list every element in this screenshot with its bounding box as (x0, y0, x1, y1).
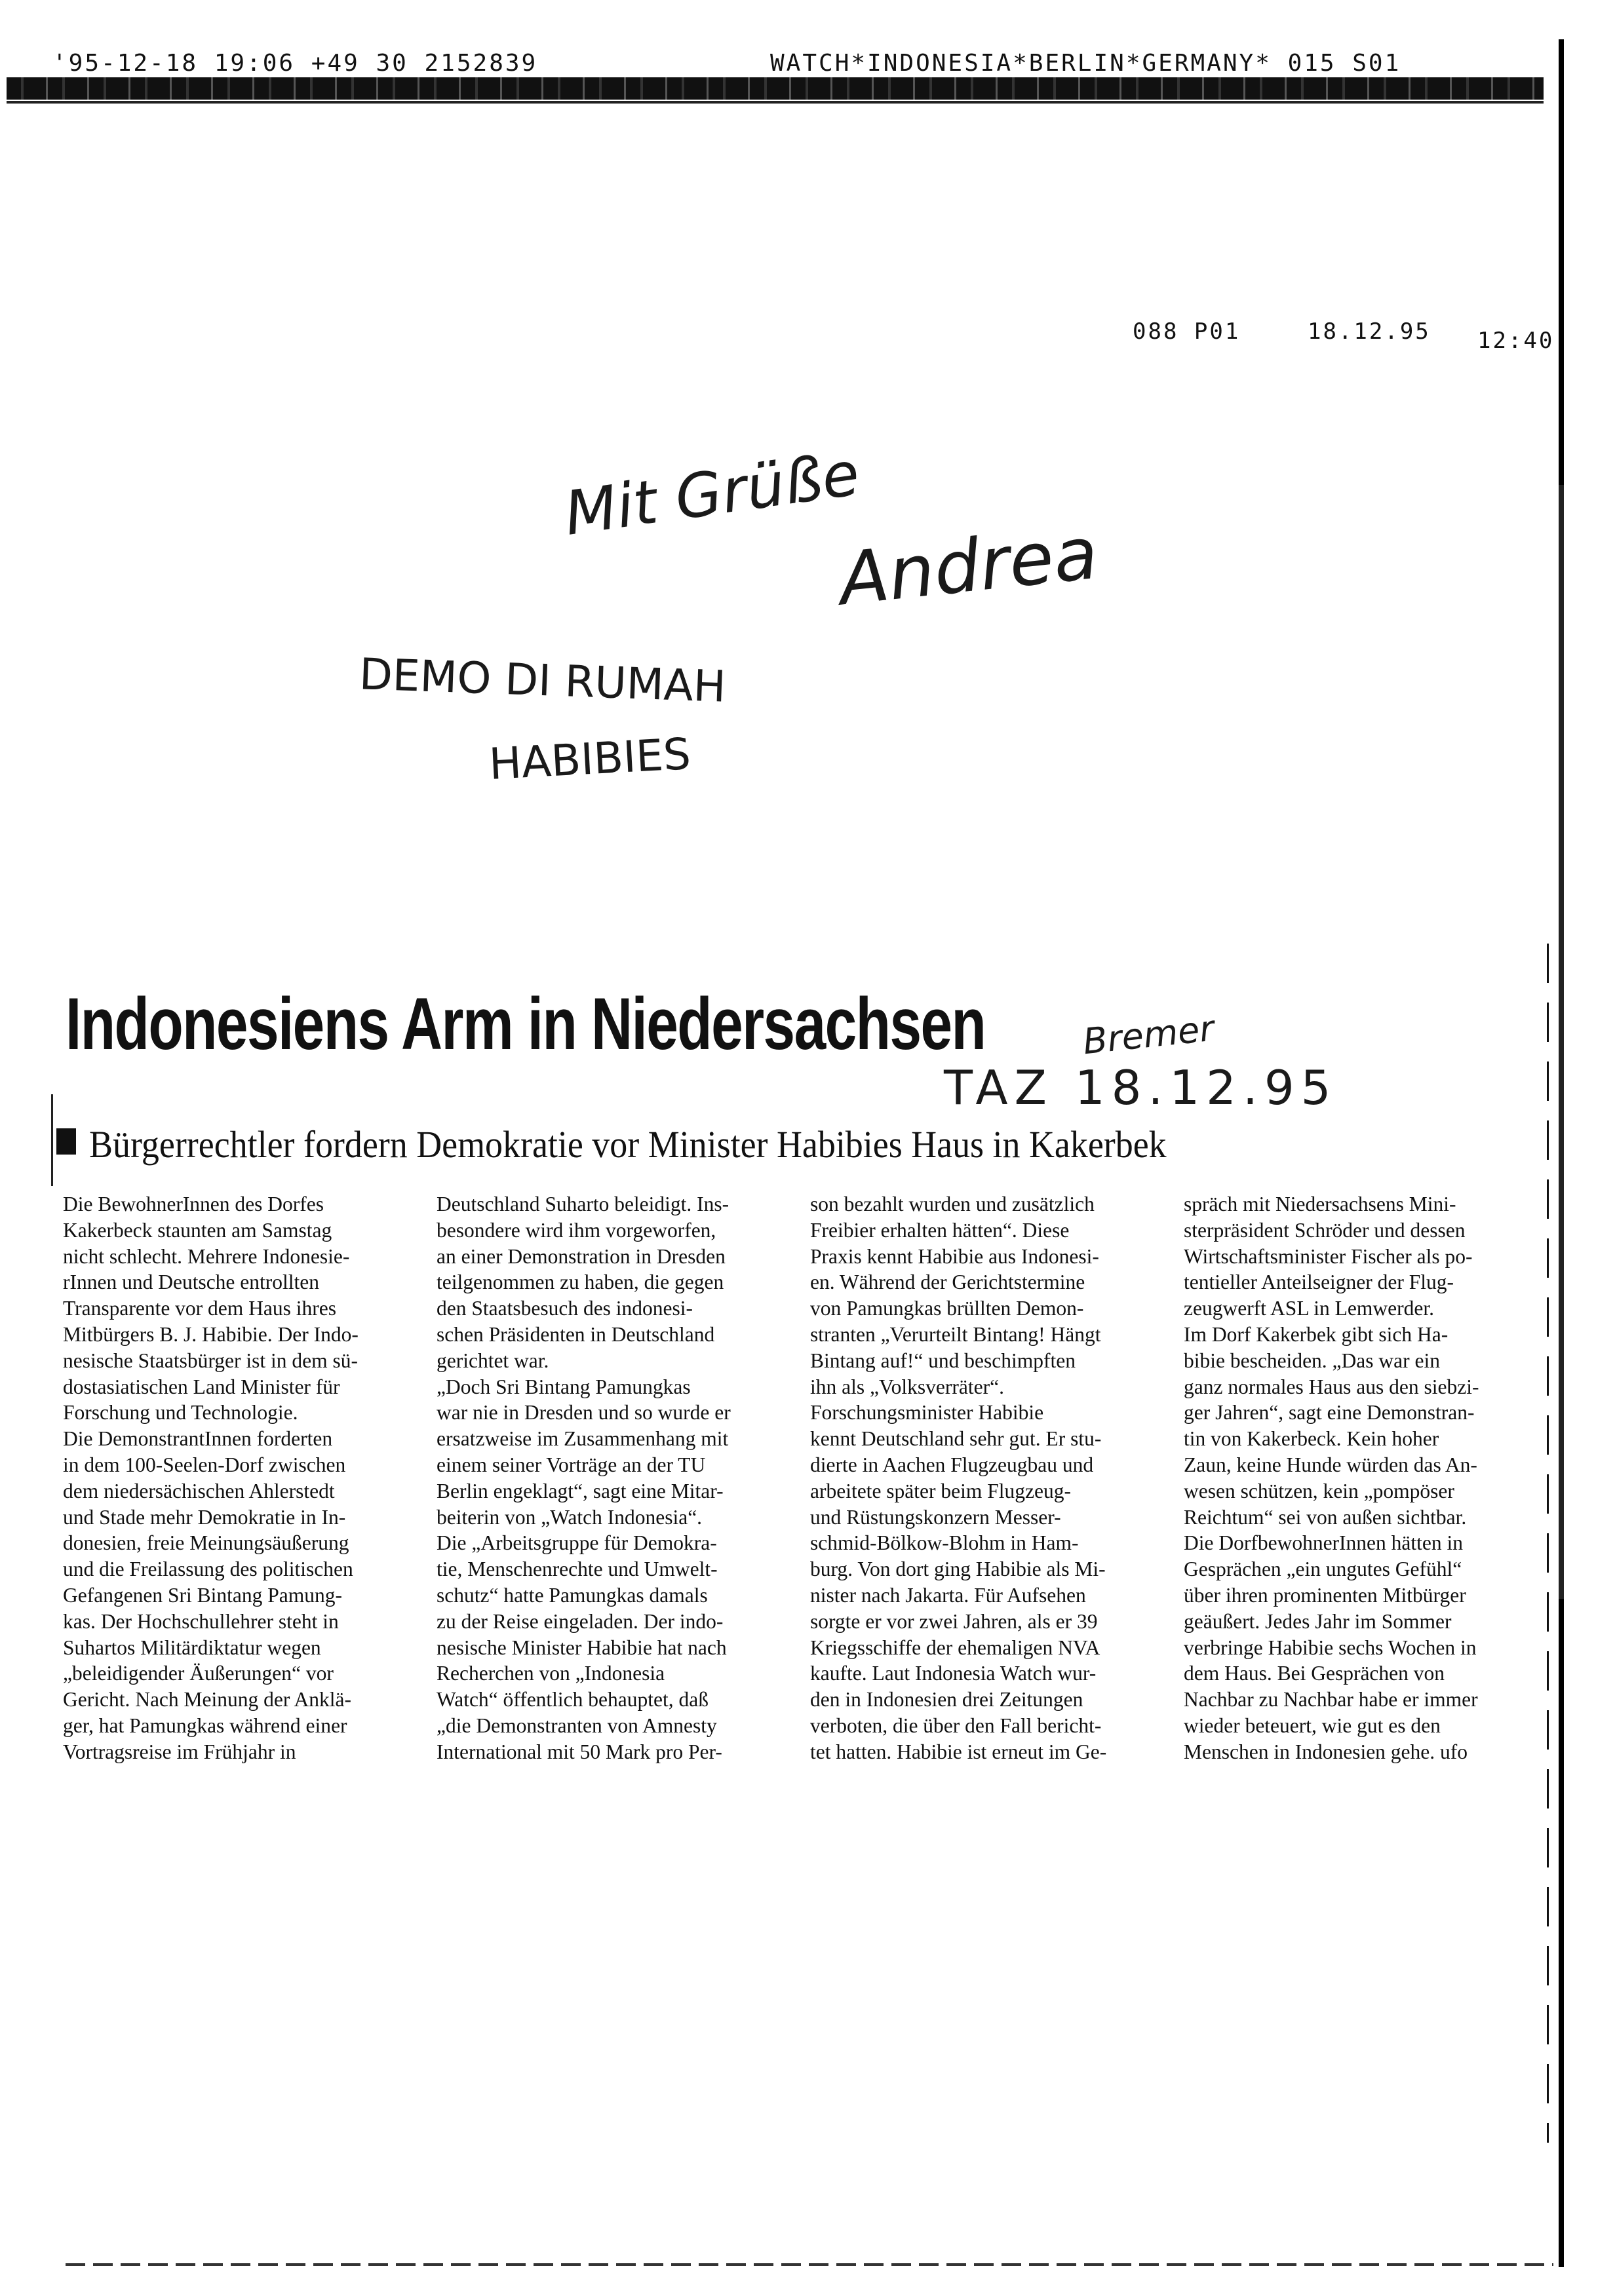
article-line: tie, Menschenrechte und Umwelt- (437, 1558, 718, 1581)
fax-header-station: WATCH*INDONESIA*BERLIN*GERMANY* 015 S01 (770, 50, 1401, 77)
article-line: einem seiner Vorträge an der TU (437, 1453, 706, 1476)
article-subhead: Bürgerrechtler fordern Demokratie vor Minister Habibies Haus in Kakerbek (89, 1123, 1167, 1166)
article-line: „die Demonstranten von Amnesty (437, 1713, 717, 1737)
article-line: „beleidigender Äußerungen“ vor (63, 1662, 334, 1685)
article-line: Menschen in Indonesien gehe. ufo (1184, 1740, 1468, 1763)
fax-header-sender: '95-12-18 19:06 +49 30 2152839 (52, 50, 538, 77)
article-line: verbringe Habibie sechs Wochen in (1184, 1636, 1477, 1659)
article-line: tet hatten. Habibie ist erneut im Ge- (810, 1740, 1107, 1763)
article-line: donesien, freie Meinungsäußerung (63, 1531, 349, 1555)
article-line: Watch“ öffentlich behauptet, daß (437, 1688, 709, 1712)
handwritten-source-line1: Bremer (1081, 1007, 1216, 1063)
article-headline: Indonesiens Arm in Niedersachsen (66, 983, 986, 1065)
article-line: Transparente vor dem Haus ihres (63, 1297, 336, 1320)
handwritten-source-line2: TAZ 18.12.95 (944, 1060, 1338, 1115)
article-column-3 (810, 1191, 1164, 1765)
article-line: schmid-Bölkow-Blohm in Ham- (810, 1531, 1079, 1555)
article-line: kennt Deutschland sehr gut. Er stu- (810, 1427, 1102, 1451)
article-line: sorgte er vor zwei Jahren, als er 39 (810, 1609, 1098, 1633)
article-line: burg. Von dort ging Habibie als Mi- (810, 1558, 1106, 1581)
article-line: dem Haus. Bei Gesprächen von (1184, 1662, 1445, 1685)
article-line: Freibier erhalten hätten“. Diese (810, 1218, 1070, 1242)
fax-stamp-page: 088 P01 (1133, 318, 1241, 345)
article-line: wesen schützen, kein „pompöser (1184, 1479, 1454, 1502)
article-line: son bezahlt wurden und zusätzlich (810, 1193, 1095, 1215)
article-line: nicht schlecht. Mehrere Indonesie- (63, 1244, 350, 1268)
article-line: Berlin engeklagt“, sagt eine Mitar- (437, 1479, 724, 1502)
article-line: war nie in Dresden und so wurde er (437, 1401, 731, 1425)
article-line: spräch mit Niedersachsens Mini- (1184, 1193, 1456, 1215)
article-line: teilgenommen zu haben, die gegen (437, 1271, 724, 1294)
article-line: Deutschland Suharto beleidigt. Ins- (437, 1193, 730, 1215)
article-line: über ihren prominenten Mitbürger (1184, 1583, 1466, 1607)
article-line: Gefangenen Sri Bintang Pamung- (63, 1583, 343, 1607)
margin-mark (51, 1094, 53, 1186)
article-line: in dem 100-Seelen-Dorf zwischen (63, 1453, 346, 1476)
article-line: tin von Kakerbeck. Kein hoher (1184, 1427, 1439, 1451)
article-line: an einer Demonstration in Dresden (437, 1244, 726, 1268)
article-line: und Stade mehr Demokratie in In- (63, 1505, 346, 1529)
article-line: dem niedersächischen Ahlerstedt (63, 1479, 335, 1502)
fax-stamp-time: 12:40 (1477, 328, 1555, 354)
fax-stamp-date: 18.12.95 (1308, 318, 1431, 345)
article-line: „Doch Sri Bintang Pamungkas (437, 1375, 691, 1398)
article-line: ganz normales Haus aus den siebzi- (1184, 1375, 1479, 1398)
article-column-1 (63, 1191, 417, 1765)
article-column-2 (437, 1191, 790, 1765)
article-line: von Pamungkas brüllten Demon- (810, 1297, 1084, 1320)
article-line: Praxis kennt Habibie aus Indonesi- (810, 1244, 1099, 1268)
handwritten-note-line2: HABIBIES (488, 728, 692, 790)
article-line: und die Freilassung des politischen (63, 1558, 353, 1581)
article-line: dierte in Aachen Flugzeugbau und (810, 1453, 1094, 1476)
article-line: International mit 50 Mark pro Per- (437, 1740, 722, 1763)
article-line: Mitbürgers B. J. Habibie. Der Indo- (63, 1322, 359, 1346)
article-line: Zaun, keine Hunde würden das An- (1184, 1453, 1477, 1476)
article-line: Wirtschaftsminister Fischer als po- (1184, 1244, 1473, 1268)
article-line: stranten „Verurteilt Bintang! Hängt (810, 1322, 1101, 1346)
article-line: schen Präsidenten in Deutschland (437, 1322, 715, 1346)
article-line: Die DemonstrantInnen forderten (63, 1427, 333, 1451)
article-line: Die BewohnerInnen des Dorfes (63, 1193, 324, 1215)
article-line: Recherchen von „Indonesia (437, 1662, 665, 1685)
article-line: nesische Staatsbürger ist in dem sü- (63, 1349, 358, 1372)
article-line: den Staatsbesuch des indonesi- (437, 1297, 693, 1320)
article-line: Im Dorf Kakerbek gibt sich Ha- (1184, 1322, 1449, 1346)
article-line: Gericht. Nach Meinung der Anklä- (63, 1688, 351, 1712)
article-line: Forschungsminister Habibie (810, 1401, 1044, 1425)
article-line: schutz“ hatte Pamungkas damals (437, 1583, 708, 1607)
article-line: bibie bescheiden. „Das war ein (1184, 1349, 1440, 1372)
scan-edge-bottom (66, 2263, 1553, 2266)
article-line: kaufte. Laut Indonesia Watch wur- (810, 1662, 1097, 1685)
article-line: ger Jahren“, sagt eine Demonstran- (1184, 1401, 1475, 1425)
subhead-bullet (56, 1128, 76, 1155)
article-line: ger, hat Pamungkas während einer (63, 1713, 347, 1737)
article-line: rInnen und Deutsche entrollten (63, 1271, 319, 1294)
article-line: nister nach Jakarta. Für Aufsehen (810, 1583, 1086, 1607)
article-line: dostasiatischen Land Minister für (63, 1375, 340, 1398)
article-line: besondere wird ihm vorgeworfen, (437, 1218, 716, 1242)
article-line: Kriegsschiffe der ehemaligen NVA (810, 1636, 1100, 1659)
article-line: Forschung und Technologie. (63, 1401, 298, 1425)
scan-rule-right (1547, 944, 1549, 2143)
scan-edge-right (1559, 39, 1564, 2267)
article-line: tentieller Anteilseigner der Flug- (1184, 1271, 1454, 1294)
article-line: ihn als „Volksverräter“. (810, 1375, 1004, 1398)
article-line: Kakerbeck staunten am Samstag (63, 1218, 332, 1242)
article-line: Nachbar zu Nachbar habe er immer (1184, 1688, 1478, 1712)
article-line: gerichtet war. (437, 1349, 549, 1372)
handwritten-greeting: Mit Grüße (560, 438, 864, 549)
article-line: beiterin von „Watch Indonesia“. (437, 1505, 703, 1529)
fax-header-band (7, 77, 1544, 100)
article-line: zu der Reise eingeladen. Der indo- (437, 1609, 724, 1633)
article-line: zeugwerft ASL in Lemwerder. (1184, 1297, 1434, 1320)
article-line: den in Indonesien drei Zeitungen (810, 1688, 1083, 1712)
article-column-4 (1184, 1191, 1538, 1765)
article-line: Reichtum“ sei von außen sichtbar. (1184, 1505, 1467, 1529)
article-line: en. Während der Gerichtstermine (810, 1271, 1085, 1294)
article-line: sterpräsident Schröder und dessen (1184, 1218, 1466, 1242)
article-line: Vortragsreise im Frühjahr in (63, 1740, 296, 1763)
article-line: kas. Der Hochschullehrer steht in (63, 1609, 339, 1633)
article-line: und Rüstungskonzern Messer- (810, 1505, 1061, 1529)
article-line: Die „Arbeitsgruppe für Demokra- (437, 1531, 717, 1555)
article-line: ersatzweise im Zusammenhang mit (437, 1427, 729, 1451)
handwritten-note-line1: DEMO DI RUMAH (358, 649, 727, 712)
article-line: Bintang auf!“ und beschimpften (810, 1349, 1076, 1372)
handwritten-signature: Andrea (835, 510, 1102, 622)
article-line: nesische Minister Habibie hat nach (437, 1636, 727, 1659)
article-line: Die DorfbewohnerInnen hätten in (1184, 1531, 1463, 1555)
article-line: Gesprächen „ein ungutes Gefühl“ (1184, 1558, 1462, 1581)
article-line: geäußert. Jedes Jahr im Sommer (1184, 1609, 1452, 1633)
article-line: wieder beteuert, wie gut es den (1184, 1713, 1441, 1737)
article-line: Suhartos Militärdiktatur wegen (63, 1636, 321, 1659)
article-line: arbeitete später beim Flugzeug- (810, 1479, 1071, 1502)
article-line: verboten, die über den Fall bericht- (810, 1713, 1102, 1737)
